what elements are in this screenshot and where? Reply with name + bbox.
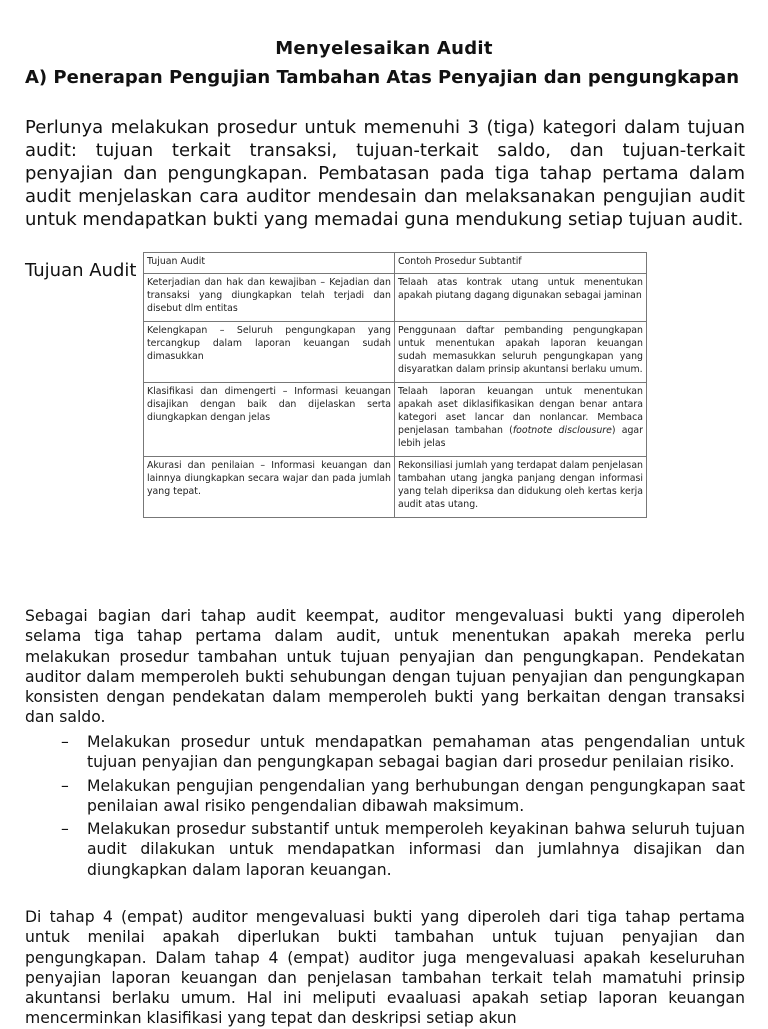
table-cell-procedure: Telaah atas kontrak utang untuk menentukan apakah piutang dagang digunakan sebagai jaminan bbox=[395, 274, 647, 322]
table-cell-objective: Keterjadian dan hak dan kewajiban – Kejadian dan transaksi yang diungkapkan telah terjadi dan disebut dlm entitas bbox=[144, 274, 395, 322]
table-header-objective: Tujuan Audit bbox=[144, 253, 395, 274]
bullet-dash: – bbox=[61, 733, 69, 751]
table-header-procedure: Contoh Prosedur Subtantif bbox=[395, 253, 647, 274]
table-cell-procedure: Rekonsiliasi jumlah yang terdapat dalam penjelasan tambahan utang jangka panjang dengan informasi yang telah diperiksa dan didukung oleh kertas kerja audit atas utang. bbox=[395, 457, 647, 518]
list-item-text: Melakukan prosedur substantif untuk memperoleh keyakinan bahwa seluruh tujuan audit dilakukan untuk mendapatkan informasi dan jumlahnya disajikan dan diungkapkan dalam laporan keuangan. bbox=[87, 820, 745, 879]
body-paragraph-2: Sebagai bagian dari tahap audit keempat, auditor mengevaluasi bukti yang diperoleh selama tiga tahap pertama dalam audit, untuk menentukan apakah mereka perlu melakukan prosedur tambahan untuk tujuan penyajian dan pengungkapan. Pendekatan auditor dalam memperoleh bukti sehubungan dengan tujuan penyajian dan pengungkapan konsisten dengan pendekatan dalam memperoleh bukti yang berkaitan dengan transaksi dan saldo. bbox=[25, 607, 745, 727]
table-caption: Tujuan Audit bbox=[25, 260, 137, 281]
table-cell-procedure bbox=[395, 383, 647, 457]
table-row bbox=[144, 274, 647, 322]
table-cell-objective: Klasifikasi dan dimengerti – Informasi keuangan disajikan dengan baik dan dijelaskan serta diungkapkan dengan jelas bbox=[144, 383, 395, 457]
list-item bbox=[25, 732, 745, 773]
list-item-text: Melakukan pengujian pengendalian yang berhubungan dengan pengungkapan saat penilaian awal risiko pengendalian dibawah maksimum. bbox=[87, 776, 745, 815]
body-paragraph-3: Di tahap 4 (empat) auditor mengevaluasi bukti yang diperoleh dari tiga tahap pertama untuk menilai apakah diperlukan bukti tambahan untuk tujuan penyajian dan pengungkapan. Dalam tahap 4 (empat) auditor juga mengevaluasi apakah keseluruhan penyajian laporan keuangan dan penjelasan tambahan terkait telah mamatuhi prinsip akuntansi berlaku umum. Hal ini meliputi evaaluasi apakah setiap laporan keuangan mencerminkan klasifikasi yang tepat dan deskripsi setiap akun bbox=[25, 908, 745, 1028]
list-item bbox=[25, 819, 745, 880]
list-item-text: Melakukan prosedur untuk mendapatkan pemahaman atas pengendalian untuk tujuan penyajian dan pengungkapan sebagai bagian dari prosedur penilaian risiko. bbox=[87, 733, 745, 772]
audit-objectives-table-container bbox=[143, 252, 646, 518]
table-row bbox=[144, 457, 647, 518]
audit-objectives-table bbox=[143, 252, 647, 518]
table-cell-objective: Akurasi dan penilaian – Informasi keuangan dan lainnya diungkapkan secara wajar dan pada jumlah yang tepat. bbox=[144, 457, 395, 518]
procedure-text-italic: footnote disclousure bbox=[512, 425, 612, 436]
table-cell-objective: Kelengkapan – Seluruh pengungkapan yang tercangkup dalam laporan keuangan sudah dimasukkan bbox=[144, 322, 395, 383]
procedure-list bbox=[25, 732, 745, 883]
bullet-dash: – bbox=[61, 820, 69, 839]
procedure-text-part2: ) agar lebih jelas bbox=[398, 425, 644, 449]
table-row bbox=[144, 322, 647, 383]
procedure-text-part1: Telaah laporan keuangan untuk menentukan apakah aset diklasifikasikan dengan benar antara kategori aset lancar dan nonlancar. Membaca penjelasan tambahan ( bbox=[398, 386, 643, 436]
bullet-dash: – bbox=[61, 776, 69, 795]
table-row bbox=[144, 383, 647, 457]
intro-paragraph: Perlunya melakukan prosedur untuk memenuhi 3 (tiga) kategori dalam tujuan audit: tujuan terkait transaksi, tujuan-terkait saldo, dan tujuan-terkait penyajian dan pengungkapan. Pembatasan pada tiga tahap pertama dalam audit menjelaskan cara auditor mendesain dan melaksanakan pengujian audit untuk mendapatkan bukti yang memadai guna mendukung setiap tujuan audit. bbox=[25, 117, 745, 230]
table-header-row bbox=[144, 253, 647, 274]
section-heading: A) Penerapan Pengujian Tambahan Atas Penyajian dan pengungkapan bbox=[25, 67, 740, 88]
table-cell-procedure: Penggunaan daftar pembanding pengungkapan untuk menentukan apakah laporan keuangan sudah memasukkan seluruh pengungkapan yang disyaratkan dalam prinsip akuntansi berlaku umum. bbox=[395, 322, 647, 383]
document-title: Menyelesaikan Audit bbox=[275, 38, 493, 59]
list-item bbox=[25, 776, 745, 817]
